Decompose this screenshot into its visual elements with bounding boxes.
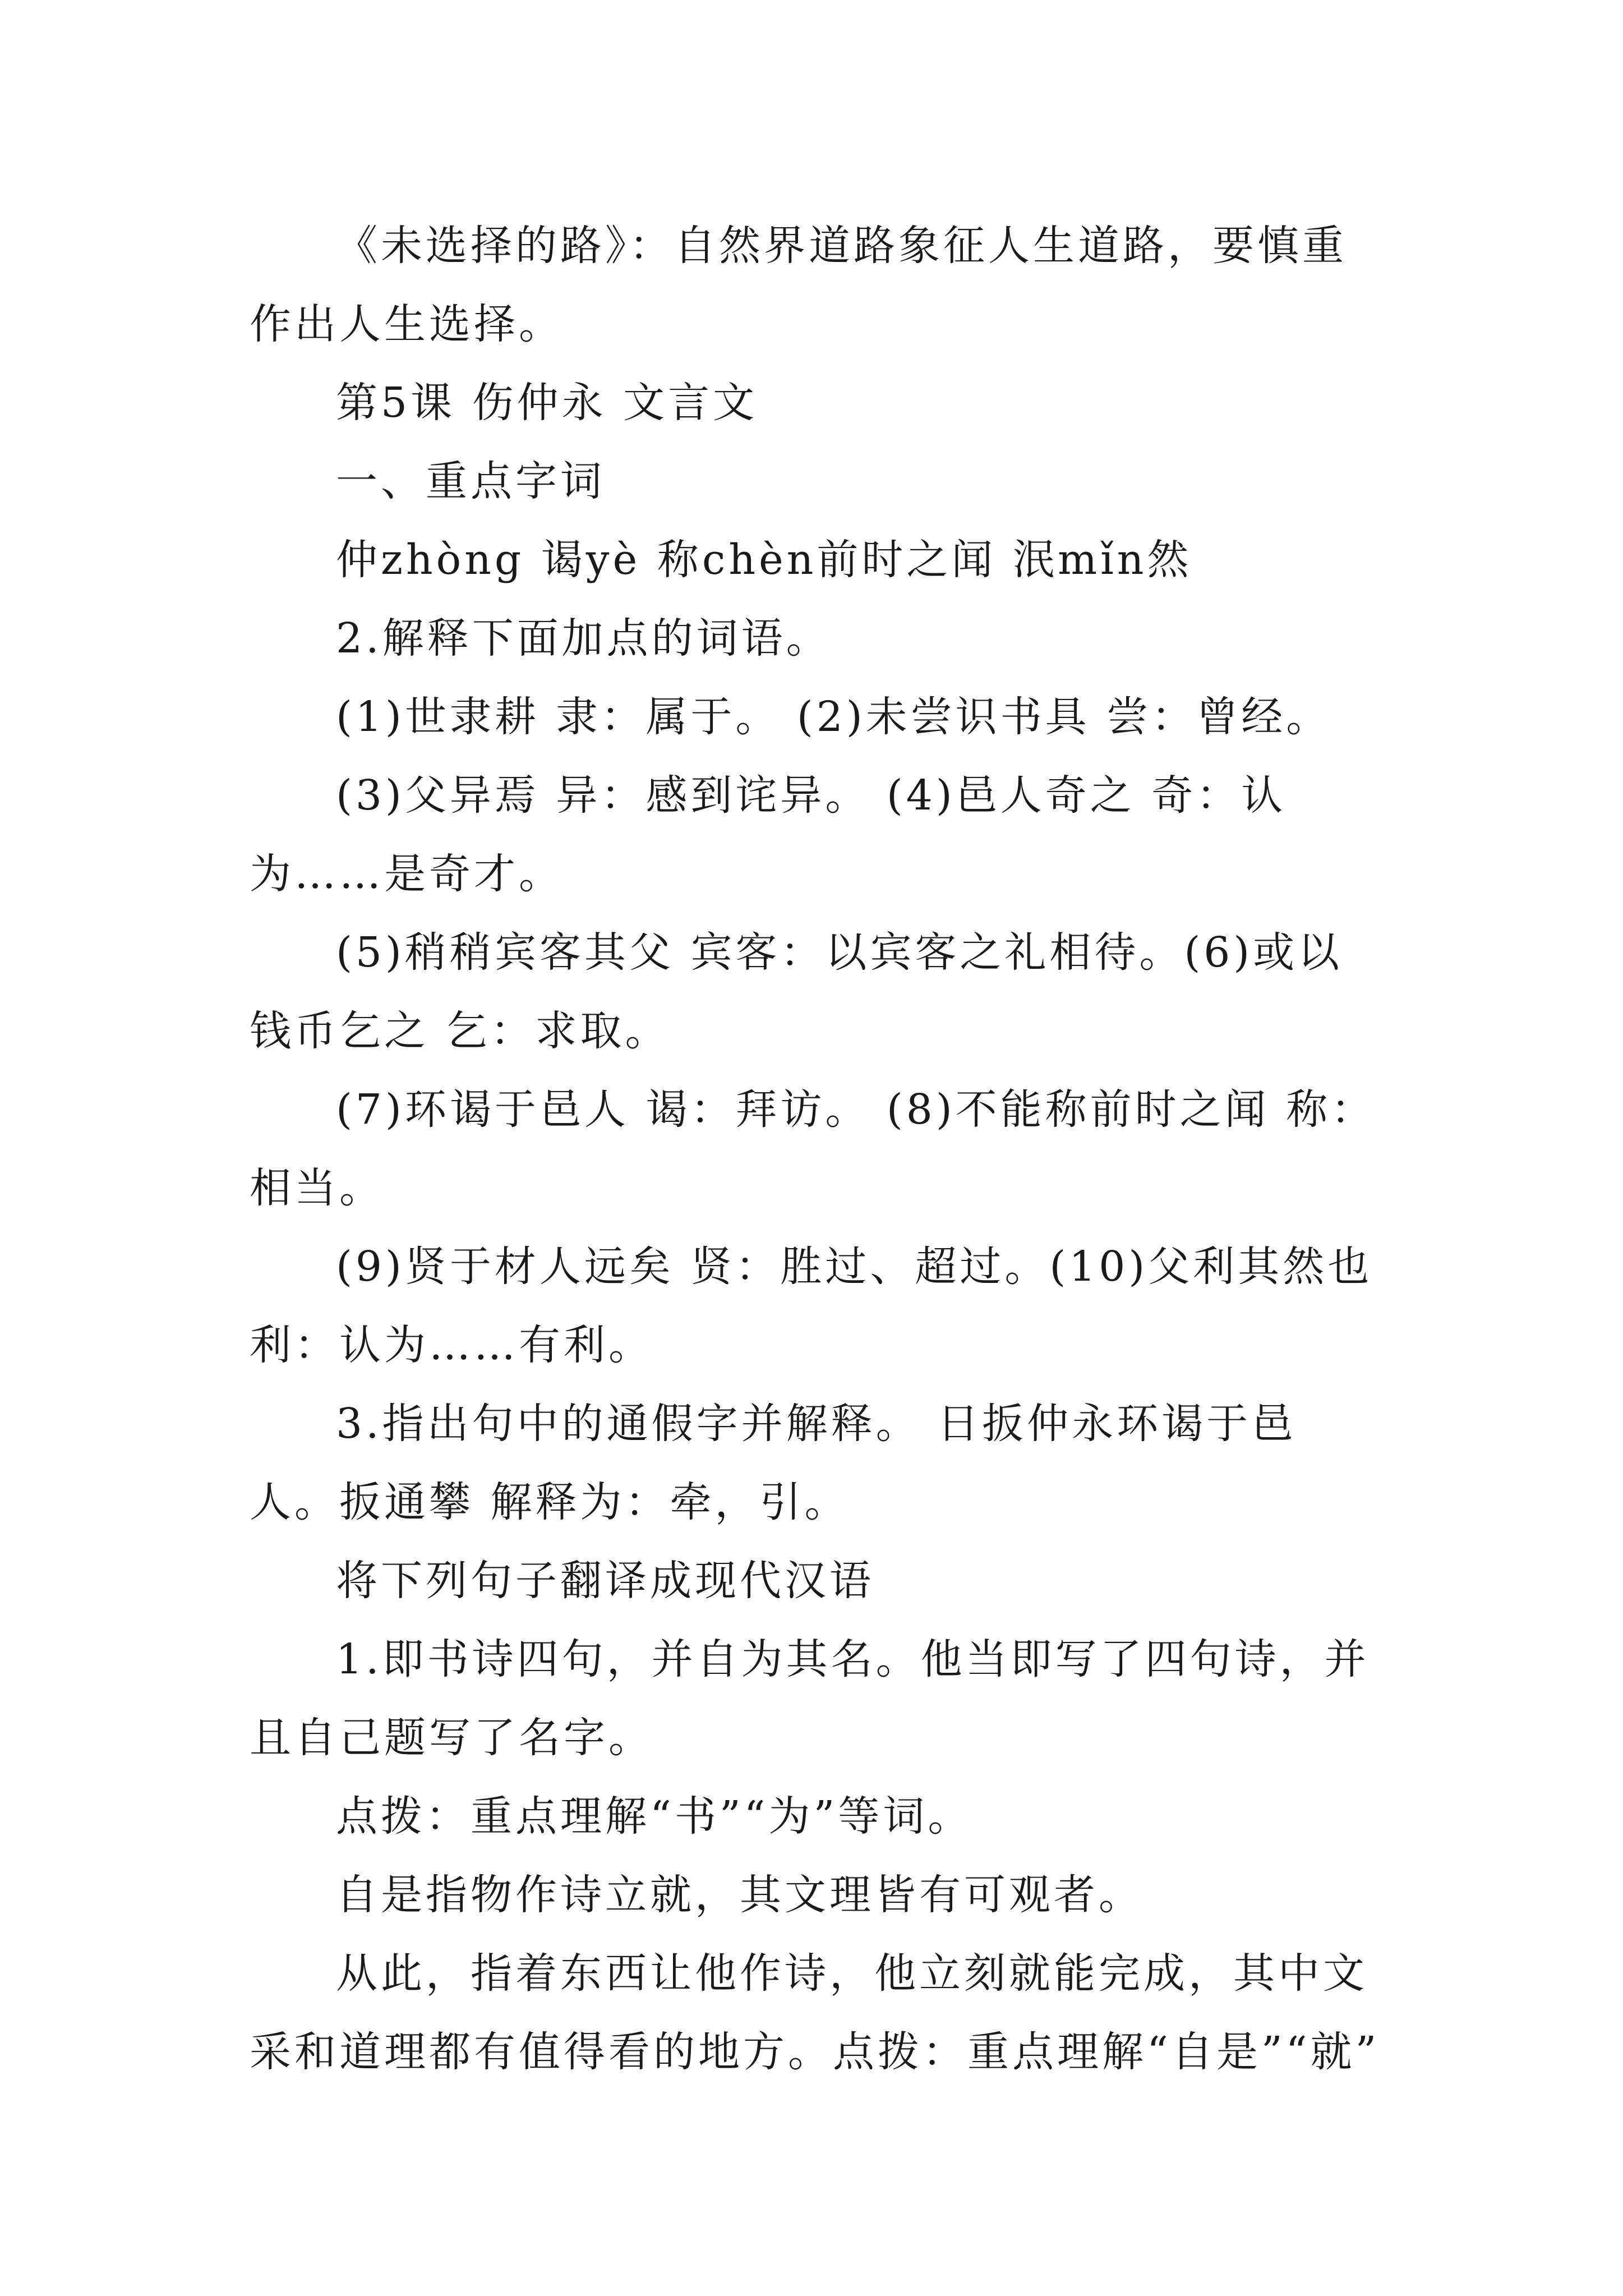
- paragraph-11: 3.指出句中的通假字并解释。 日扳仲永环谒于邑人。扳通攀 解释为：牵，引。: [250, 1400, 1297, 1526]
- paragraph-12: 将下列句子翻译成现代汉语: [336, 1557, 874, 1605]
- paragraph-8: (5)稍稍宾客其父 宾客：以宾客之礼相待。(6)或以钱币乞之 乞：求取。: [250, 928, 1343, 1055]
- paragraph-9: (7)环谒于邑人 谒：拜访。 (8)不能称前时之闻 称：相当。: [250, 1085, 1376, 1212]
- paragraph-7: (3)父异焉 异：感到诧异。 (4)邑人奇之 奇：认为……是奇才。: [250, 771, 1287, 898]
- paragraph-13: 1.即书诗四句，并自为其名。他当即写了四句诗，并且自己题写了名字。: [250, 1635, 1370, 1762]
- paragraph-10: (9)贤于材人远矣 贤：胜过、超过。(10)父利其然也 利：认为……有利。: [250, 1243, 1373, 1369]
- document-body: [250, 206, 1382, 2091]
- paragraph-5: 2.解释下面加点的词语。: [336, 614, 831, 662]
- paragraph-4: 仲zhòng 谒yè 称chèn前时之闻 泯mǐn然: [336, 536, 1192, 584]
- paragraph-14: 点拨：重点理解“书”“为”等词。: [336, 1792, 973, 1841]
- paragraph-6: (1)世隶耕 隶：属于。 (2)未尝识书具 尝：曾经。: [336, 693, 1331, 741]
- paragraph-2: 第5课 伤仲永 文言文: [336, 379, 758, 427]
- paragraph-15: 自是指物作诗立就，其文理皆有可观者。: [336, 1871, 1144, 1919]
- paragraph-3: 一、重点字词: [336, 457, 605, 505]
- paragraph-1: 《未选择的路》：自然界道路象征人生道路，要慎重作出人生选择。: [250, 222, 1347, 348]
- paragraph-16: 从此，指着东西让他作诗，他立刻就能完成，其中文采和道理都有值得看的地方。点拨：重点理解“自是”“就”: [250, 1949, 1380, 2076]
